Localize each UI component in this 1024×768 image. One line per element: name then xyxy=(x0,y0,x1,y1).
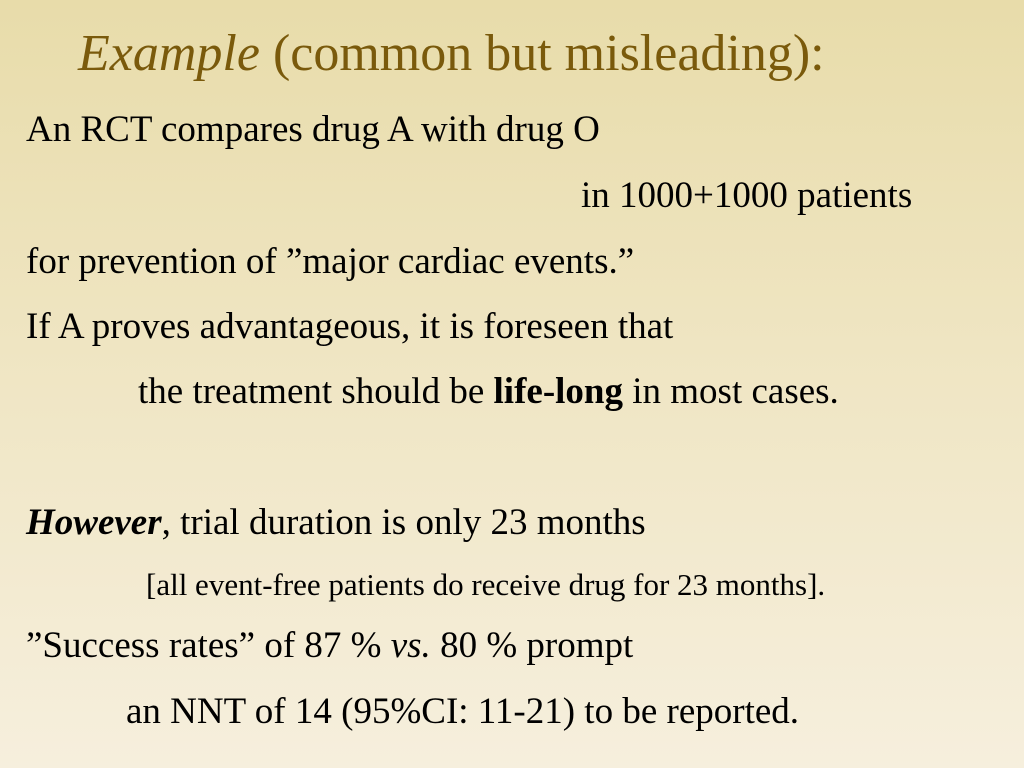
text-line-however xyxy=(26,501,646,545)
text-line-event-free: [all event-free patients do receive drug for 23 months]. xyxy=(146,567,826,602)
success-pre: ”Success rates” of 87 % xyxy=(26,625,391,666)
however-emphasis: However xyxy=(26,502,162,543)
success-post: 80 % prompt xyxy=(430,625,634,666)
life-long-post: in most cases. xyxy=(623,371,839,412)
text-line-success-rates xyxy=(26,624,633,668)
text-line-life-long xyxy=(138,370,839,414)
success-vs: vs. xyxy=(390,625,431,666)
life-long-emphasis: life-long xyxy=(493,371,623,412)
title-rest: (common but misleading): xyxy=(259,25,825,82)
however-post: , trial duration is only 23 months xyxy=(161,502,646,543)
text-line-nnt: an NNT of 14 (95%CI: 11-21) to be reported. xyxy=(126,691,800,732)
title-italic: Example xyxy=(78,25,260,82)
text-line-patients: in 1000+1000 patients xyxy=(581,175,913,216)
text-line-advantageous: If A proves advantageous, it is foreseen that xyxy=(26,306,674,347)
life-long-pre: the treatment should be xyxy=(138,371,494,412)
text-line-prevention: for prevention of ”major cardiac events.” xyxy=(26,241,635,282)
text-line-rct: An RCT compares drug A with drug O xyxy=(26,109,600,150)
slide-title xyxy=(78,22,825,86)
